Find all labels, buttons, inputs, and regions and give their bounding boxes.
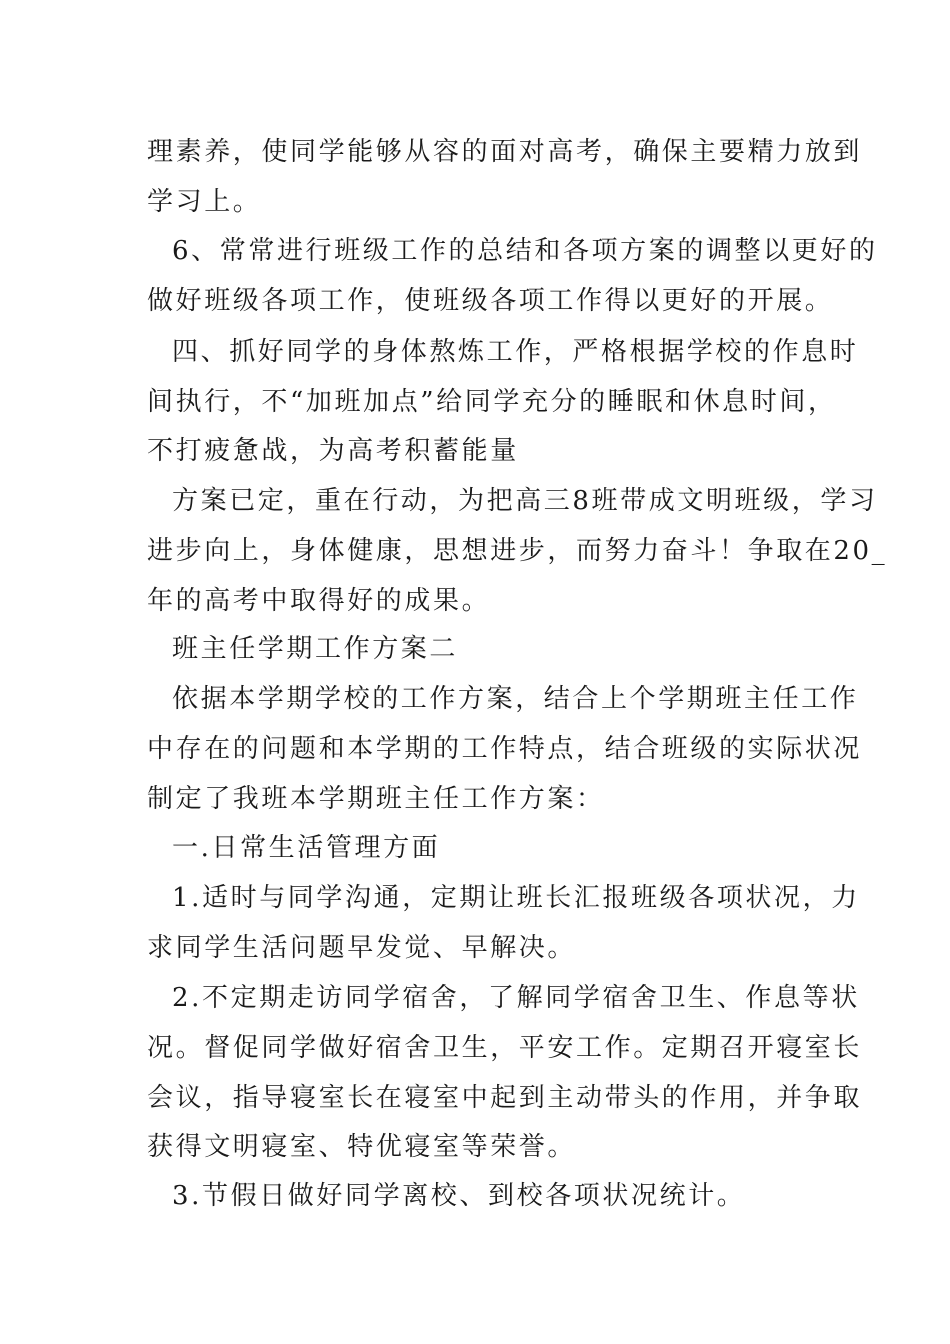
- text-line: 2.不定期走访同学宿舍，了解同学宿舍卫生、作息等状: [172, 983, 860, 1013]
- text-line: 方案已定，重在行动，为把高三8班带成文明班级，学习: [172, 486, 878, 516]
- text-line: 依据本学期学校的工作方案，结合上个学期班主任工作: [172, 684, 859, 714]
- text-line: 做好班级各项工作，使班级各项工作得以更好的开展。: [147, 286, 834, 316]
- text-line: 6、常常进行班级工作的总结和各项方案的调整以更好的: [172, 236, 878, 266]
- text-line: 间执行，不“加班加点”给同学充分的睡眠和休息时间，: [147, 387, 837, 417]
- text-line: 进步向上，身体健康，思想进步，而努力奋斗！争取在20_: [147, 536, 888, 566]
- text-line: 况。督促同学做好宿舍卫生，平安工作。定期召开寝室长: [147, 1033, 863, 1063]
- text-line: 求同学生活问题早发觉、早解决。: [147, 933, 577, 963]
- text-line: 制定了我班本学期班主任工作方案：: [147, 784, 605, 814]
- text-line: 四、抓好同学的身体熬炼工作，严格根据学校的作息时: [172, 337, 859, 367]
- subsection-heading: 一.日常生活管理方面: [172, 833, 441, 863]
- section-heading: 班主任学期工作方案二: [172, 634, 459, 664]
- text-line: 理素养，使同学能够从容的面对高考，确保主要精力放到: [147, 137, 863, 167]
- text-line: 获得文明寝室、特优寝室等荣誉。: [147, 1132, 577, 1162]
- text-line: 年的高考中取得好的成果。: [147, 586, 491, 616]
- text-line: 学习上。: [147, 187, 262, 217]
- text-line: 不打疲惫战，为高考积蓄能量: [147, 436, 519, 466]
- text-line: 中存在的问题和本学期的工作特点，结合班级的实际状况: [147, 734, 863, 764]
- text-line: 3.节假日做好同学离校、到校各项状况统计。: [172, 1181, 746, 1211]
- text-line: 会议，指导寝室长在寝室中起到主动带头的作用，并争取: [147, 1083, 863, 1113]
- text-line: 1.适时与同学沟通，定期让班长汇报班级各项状况，力: [172, 883, 860, 913]
